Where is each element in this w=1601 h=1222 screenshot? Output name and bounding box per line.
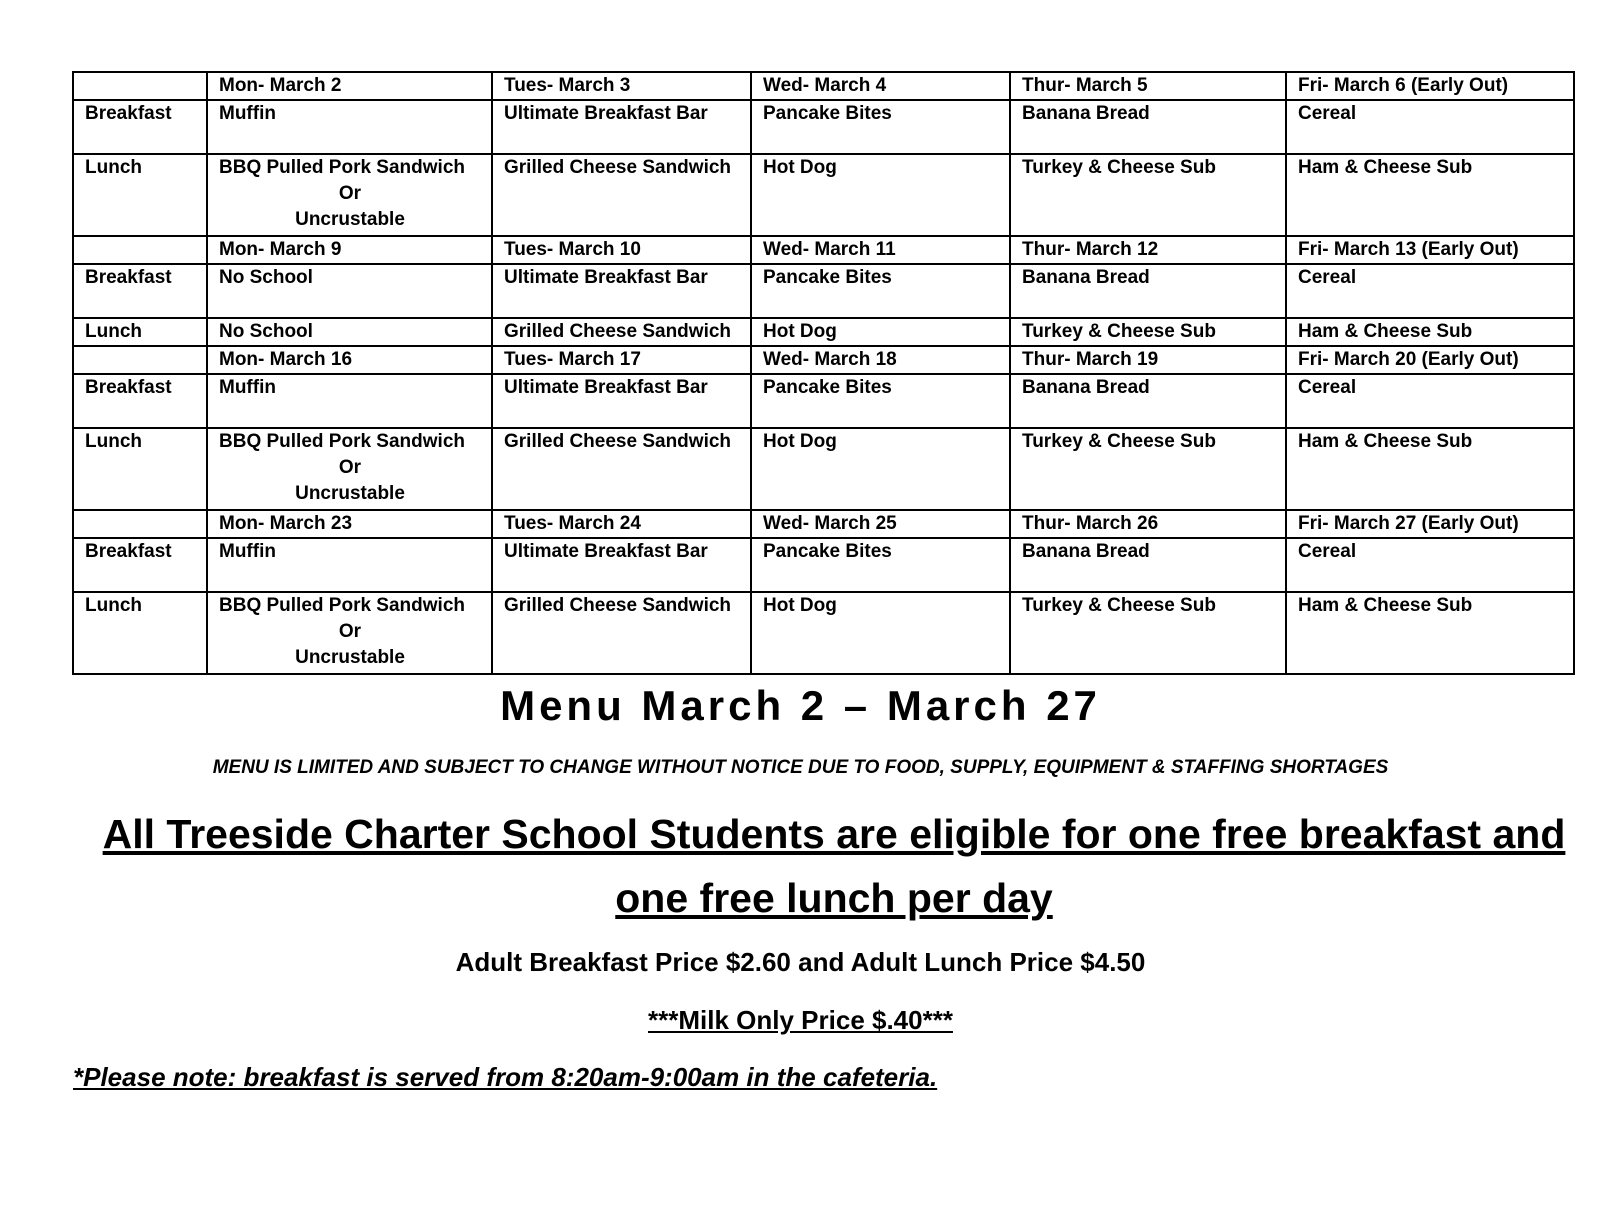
lunch-item: Grilled Cheese Sandwich <box>492 592 751 674</box>
lunch-item-main: BBQ Pulled Pork Sandwich <box>219 157 465 178</box>
lunch-item: Hot Dog <box>751 154 1010 236</box>
lunch-item-alt: Uncrustable <box>295 483 405 504</box>
week-1-lunch-row <box>73 154 1574 236</box>
lunch-item: Grilled Cheese Sandwich <box>492 154 751 236</box>
day-header: Wed- March 25 <box>751 510 1010 538</box>
breakfast-item: Muffin <box>207 538 492 592</box>
breakfast-item: Cereal <box>1286 100 1574 154</box>
lunch-item: Ham & Cheese Sub <box>1286 592 1574 674</box>
breakfast-item: Banana Bread <box>1010 100 1286 154</box>
day-header: Wed- March 11 <box>751 236 1010 264</box>
week-1-breakfast-row <box>73 100 1574 154</box>
breakfast-item: Cereal <box>1286 264 1574 318</box>
adult-price-info: Adult Breakfast Price $2.60 and Adult Lunch Price $4.50 <box>455 947 1146 977</box>
breakfast-item: Ultimate Breakfast Bar <box>492 100 751 154</box>
day-header: Mon- March 16 <box>207 346 492 374</box>
week-2-breakfast-row <box>73 264 1574 318</box>
lunch-item: Turkey & Cheese Sub <box>1010 318 1286 346</box>
week-4-breakfast-row <box>73 538 1574 592</box>
breakfast-item: Banana Bread <box>1010 538 1286 592</box>
breakfast-item: No School <box>207 264 492 318</box>
breakfast-time-note: *Please note: breakfast is served from 8:20am-9:00am in the cafeteria. <box>73 1062 938 1092</box>
breakfast-item: Ultimate Breakfast Bar <box>492 538 751 592</box>
day-header: Mon- March 2 <box>207 72 492 100</box>
week-2-day-row <box>73 236 1574 264</box>
breakfast-item: Banana Bread <box>1010 374 1286 428</box>
day-header: Tues- March 10 <box>492 236 751 264</box>
day-header: Tues- March 17 <box>492 346 751 374</box>
row-label-lunch: Lunch <box>73 428 207 510</box>
lunch-item <box>207 154 492 236</box>
lunch-item: Turkey & Cheese Sub <box>1010 592 1286 674</box>
lunch-item: Hot Dog <box>751 428 1010 510</box>
row-label <box>73 510 207 538</box>
week-4-day-row <box>73 510 1574 538</box>
breakfast-item: Ultimate Breakfast Bar <box>492 264 751 318</box>
lunch-item: Turkey & Cheese Sub <box>1010 154 1286 236</box>
breakfast-item: Pancake Bites <box>751 264 1010 318</box>
day-header: Fri- March 20 (Early Out) <box>1286 346 1574 374</box>
breakfast-item: Cereal <box>1286 374 1574 428</box>
row-label-breakfast: Breakfast <box>73 264 207 318</box>
row-label-breakfast: Breakfast <box>73 100 207 154</box>
row-label-breakfast: Breakfast <box>73 374 207 428</box>
day-header: Tues- March 3 <box>492 72 751 100</box>
breakfast-item: Muffin <box>207 100 492 154</box>
day-header: Fri- March 6 (Early Out) <box>1286 72 1574 100</box>
row-label <box>73 72 207 100</box>
day-header: Tues- March 24 <box>492 510 751 538</box>
lunch-item: Turkey & Cheese Sub <box>1010 428 1286 510</box>
lunch-item-or: Or <box>338 621 362 642</box>
lunch-item-or: Or <box>338 183 362 204</box>
lunch-item: No School <box>207 318 492 346</box>
day-header: Thur- March 12 <box>1010 236 1286 264</box>
lunch-item: Hot Dog <box>751 592 1010 674</box>
row-label <box>73 346 207 374</box>
lunch-item-alt: Uncrustable <box>295 647 405 668</box>
breakfast-item: Pancake Bites <box>751 538 1010 592</box>
lunch-item <box>207 592 492 674</box>
lunch-item: Ham & Cheese Sub <box>1286 318 1574 346</box>
week-3-breakfast-row <box>73 374 1574 428</box>
lunch-item-alt: Uncrustable <box>295 209 405 230</box>
week-4-lunch-row <box>73 592 1574 674</box>
week-1-day-row <box>73 72 1574 100</box>
day-header: Fri- March 13 (Early Out) <box>1286 236 1574 264</box>
breakfast-item: Banana Bread <box>1010 264 1286 318</box>
menu-disclaimer: MENU IS LIMITED AND SUBJECT TO CHANGE WITHOUT NOTICE DUE TO FOOD, SUPPLY, EQUIPMENT & STAFFING SHORTAGES <box>212 757 1389 778</box>
day-header: Thur- March 5 <box>1010 72 1286 100</box>
breakfast-item: Cereal <box>1286 538 1574 592</box>
day-header: Wed- March 18 <box>751 346 1010 374</box>
row-label-lunch: Lunch <box>73 154 207 236</box>
breakfast-item: Ultimate Breakfast Bar <box>492 374 751 428</box>
lunch-item: Ham & Cheese Sub <box>1286 154 1574 236</box>
lunch-item-main: BBQ Pulled Pork Sandwich <box>219 431 465 452</box>
page-title: Menu March 2 – March 27 <box>500 682 1101 729</box>
row-label-breakfast: Breakfast <box>73 538 207 592</box>
lunch-item-or: Or <box>338 457 362 478</box>
breakfast-item: Pancake Bites <box>751 100 1010 154</box>
day-header: Fri- March 27 (Early Out) <box>1286 510 1574 538</box>
lunch-item: Ham & Cheese Sub <box>1286 428 1574 510</box>
lunch-item: Grilled Cheese Sandwich <box>492 318 751 346</box>
day-header: Mon- March 9 <box>207 236 492 264</box>
lunch-item-main: BBQ Pulled Pork Sandwich <box>219 595 465 616</box>
day-header: Thur- March 26 <box>1010 510 1286 538</box>
day-header: Wed- March 4 <box>751 72 1010 100</box>
lunch-item: Hot Dog <box>751 318 1010 346</box>
row-label <box>73 236 207 264</box>
menu-table <box>72 71 1575 675</box>
day-header: Thur- March 19 <box>1010 346 1286 374</box>
week-3-lunch-row <box>73 428 1574 510</box>
week-2-lunch-row <box>73 318 1574 346</box>
breakfast-item: Muffin <box>207 374 492 428</box>
lunch-item: Grilled Cheese Sandwich <box>492 428 751 510</box>
eligibility-notice: All Treeside Charter School Students are eligible for one free breakfast and one free lunch per day <box>102 811 1566 921</box>
row-label-lunch: Lunch <box>73 592 207 674</box>
breakfast-item: Pancake Bites <box>751 374 1010 428</box>
week-3-day-row <box>73 346 1574 374</box>
lunch-item <box>207 428 492 510</box>
day-header: Mon- March 23 <box>207 510 492 538</box>
milk-price-info: ***Milk Only Price $.40*** <box>648 1005 953 1035</box>
row-label-lunch: Lunch <box>73 318 207 346</box>
